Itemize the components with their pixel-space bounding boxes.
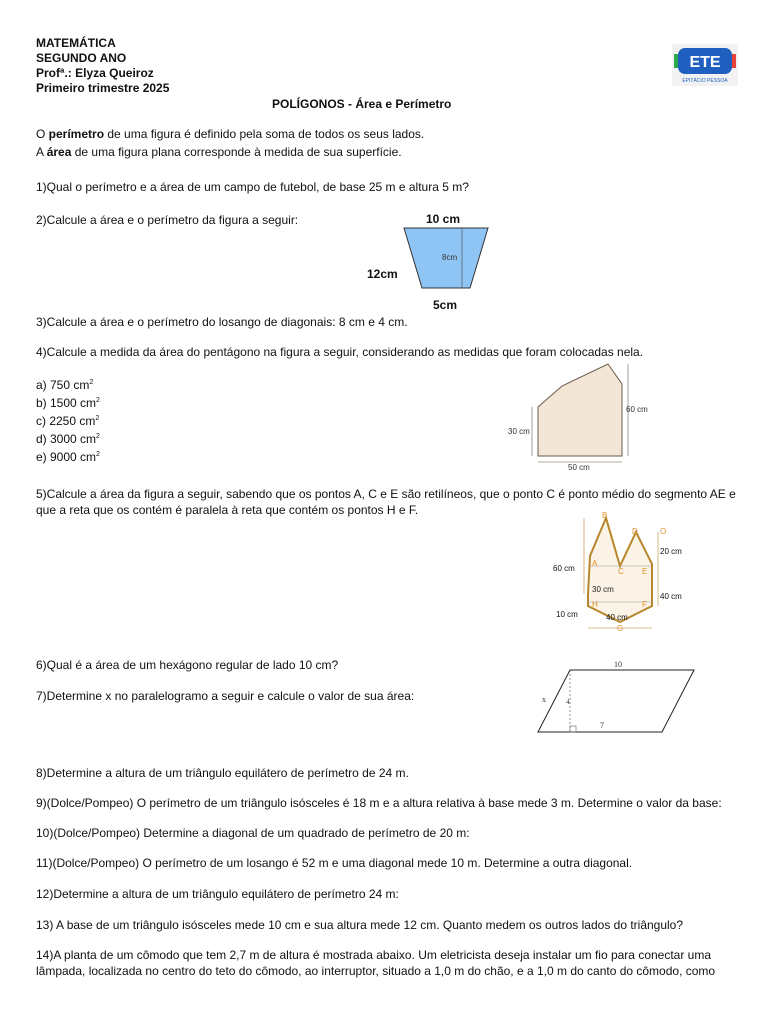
logo-caption: EPITÁCIO PESSOA [682, 78, 728, 84]
intro-area: A área de uma figura plana corresponde à medida de sua superfície. [36, 145, 402, 159]
option-a: a) 750 $cm^2$ [36, 378, 94, 392]
parallelogram-figure [530, 658, 698, 736]
question-14-line2: lâmpada, localizada no centro do teto do cômodo, ao interruptor, situado a 1,0 m do chão, e a 1,0 m do canto do cômodo, como [36, 964, 716, 978]
question-2: 2)Calcule a área e o perímetro da figura a seguir: [36, 213, 299, 227]
label-E: E [642, 567, 648, 576]
label-A: A [592, 559, 598, 568]
header-term: Primeiro trimestre 2025 [36, 81, 170, 95]
pentagon-bottom-label: 50 cm [568, 463, 590, 472]
parallelogram-x-label: x [542, 695, 546, 704]
question-5-line2: que a reta que os contém é paralela à reta que contém os pontos H e F. [36, 503, 419, 517]
question-5-line1: 5)Calcule a área da figura a seguir, sabendo que os pontos A, C e E são retilíneos, que o ponto C é ponto médio do segmento AE e [36, 487, 736, 501]
label-O: O [660, 527, 667, 536]
question-1: 1)Qual o perímetro e a área de um campo de futebol, de base 25 m e altura 5 m? [36, 180, 469, 194]
question-8: 8)Determine a altura de um triângulo equilátero de perímetro de 24 m. [36, 766, 409, 780]
trapezoid-height-label: 8cm [442, 253, 458, 262]
label-G: G [617, 624, 624, 633]
school-logo [672, 44, 738, 86]
question-4-options [36, 375, 100, 465]
intro-perimeter: O perímetro de uma figura é definido pela soma de todos os seus lados. [36, 127, 425, 141]
pentagon-figure [504, 360, 654, 472]
question-12: 12)Determine a altura de um triângulo equilátero de perímetro 24 m: [36, 887, 399, 901]
question-14-line1: 14)A planta de um cômodo que tem 2,7 m de altura é mostrada abaixo. Um eletricista deseja instalar um fio para conectar uma [36, 948, 712, 962]
dim-30: 30 cm [592, 585, 614, 594]
question-13: 13) A base de um triângulo isósceles mede 10 cm e sua altura mede 12 cm. Quanto medem os outros lados do triângulo? [36, 918, 684, 932]
trapezoid-top-label: 10 cm [426, 212, 461, 226]
trapezoid-bottom-label: 5cm [433, 298, 458, 312]
label-D: D [632, 527, 638, 536]
question-7: 7)Determine x no paralelogramo a seguir e calcule o valor de sua área: [36, 689, 415, 703]
label-F: F [642, 600, 647, 609]
header-grade: SEGUNDO ANO [36, 51, 127, 65]
label-H: H [592, 600, 598, 609]
parallelogram-h-label: 4 [566, 698, 570, 706]
dim-20: 20 cm [660, 547, 682, 556]
question-4: 4)Calcule a medida da área do pentágono na figura a seguir, considerando as medidas que foram colocadas nela. [36, 345, 644, 359]
trapezoid-side-label: 12cm [367, 267, 398, 281]
question-3: 3)Calcule a área e o perímetro do losango de diagonais: 8 cm e 4 cm. [36, 315, 408, 329]
parallelogram-top-label: 10 [614, 660, 622, 669]
pentagon-left-label: 30 cm [508, 427, 530, 436]
trapezoid-figure [400, 226, 492, 292]
header-subject: MATEMÁTICA [36, 36, 116, 50]
header-teacher: Profª.: Elyza Queiroz [36, 66, 154, 80]
parallelogram-base-label: 7 [600, 721, 604, 730]
label-C: C [618, 567, 624, 576]
option-b: b) 1500 $cm^2$ [36, 396, 100, 410]
logo-text: ETE [689, 54, 721, 71]
question-11: 11)(Dolce/Pompeo) O perímetro de um losango é 52 m e uma diagonal mede 10 m. Determine a outra diagonal. [36, 856, 633, 870]
question-6: 6)Qual é a área de um hexágono regular de lado 10 cm? [36, 658, 339, 672]
dim-40-right: 40 cm [660, 592, 682, 601]
option-e: e) 9000 $cm^2$ [36, 450, 100, 464]
label-B: B [602, 511, 608, 520]
pentagon-right-label: 60 cm [626, 405, 648, 414]
page-title: POLÍGONOS - Área e Perímetro [272, 97, 452, 111]
question-9: 9)(Dolce/Pompeo) O perímetro de um triângulo isósceles é 18 m e a altura relativa à base mede 3 m. Determine o valor da base: [36, 796, 722, 810]
option-d: d) 3000 $cm^2$ [36, 432, 100, 446]
option-c: c) 2250 $cm^2$ [36, 414, 100, 428]
dim-40-bottom: 40 cm [606, 613, 628, 622]
dim-60: 60 cm [553, 564, 575, 573]
question-10: 10)(Dolce/Pompeo) Determine a diagonal de um quadrado de perímetro de 20 m: [36, 826, 470, 840]
dim-10: 10 cm [556, 610, 578, 619]
